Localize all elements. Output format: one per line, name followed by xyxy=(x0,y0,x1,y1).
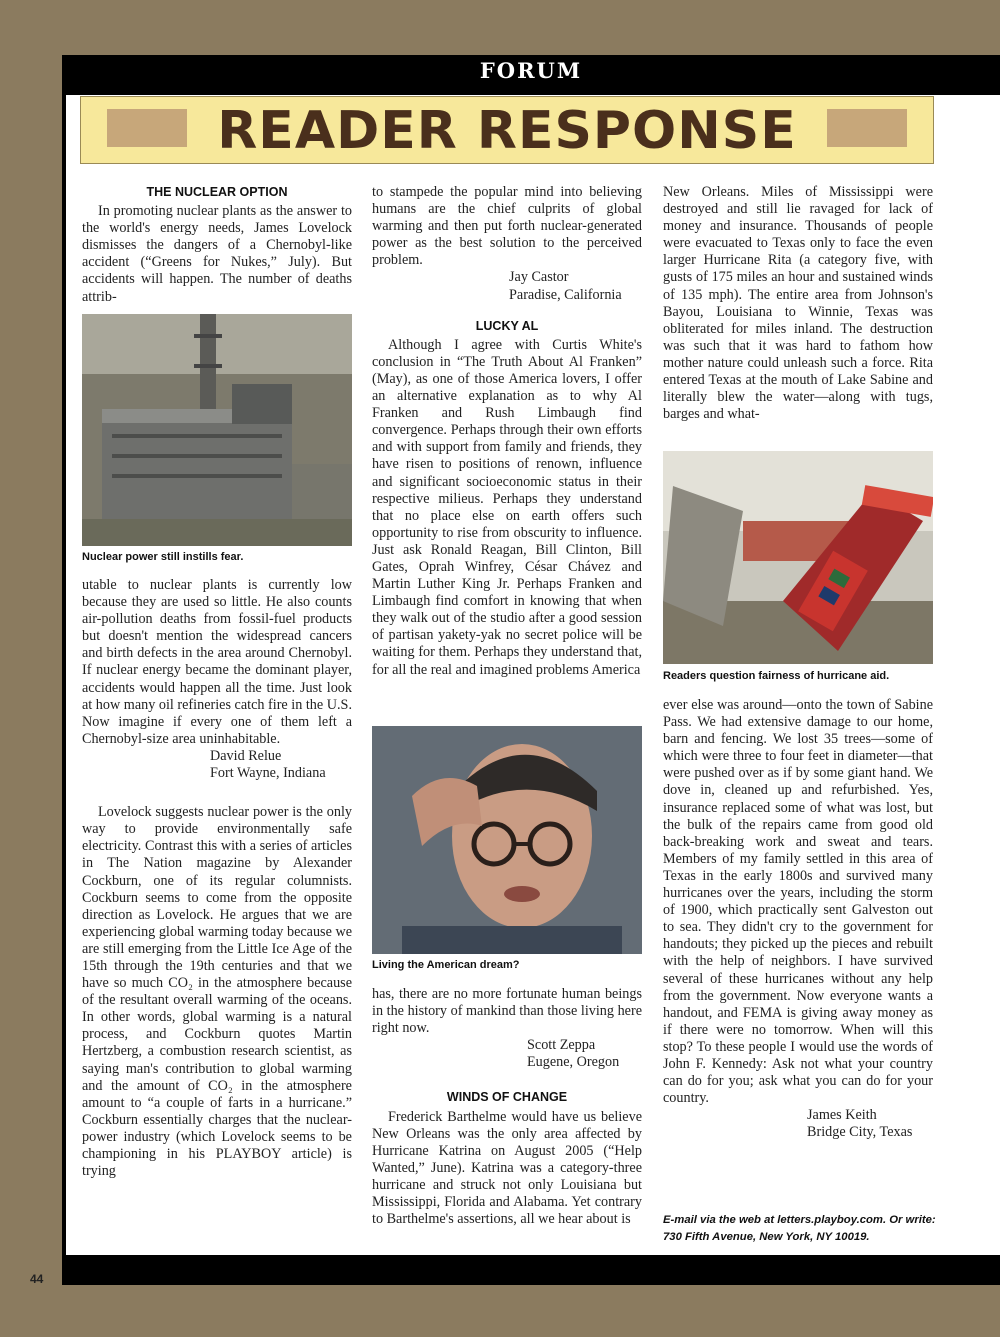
letter-text: has, there are no more fortunate human beings in the history of mankind than those living here right now. xyxy=(372,986,642,1037)
signature xyxy=(82,748,352,782)
signature-name: David Relue xyxy=(210,747,282,764)
photo-caption: Living the American dream? xyxy=(372,959,520,971)
letter-text: ever else was around—onto the town of Sabine Pass. We had extensive damage to our home, barn and fencing. We lost 35 trees—some of which were three to four feet in diameter—that were pushed over as if by some giant hand. We dove in, cleaned up and refurbished. Yes, insurance replaced some of what was lost, but the bulk of the repairs came from good old back-breaking work and sweat and tears. Members of my family settled in this area of Texas in the early 1800s and survived many hurricanes over the years, including the storm of 1900, which practically sent Galveston out to sea. They didn't cry to the government for handouts; they picked up the pieces and rebuilt with the help of neighbors. I have survived several of these hurricanes without any help from the government. Now everyone wants a handout, and FEMA is giving away money as if there were no tomorrow. When will this stop? To these people I would use the words of John F. Kennedy: Ask not what your country can do for you; ask what you can do for your country. xyxy=(663,697,933,1107)
signature-place: Paradise, California xyxy=(509,286,622,303)
letter-text: utable to nuclear plants is currently low because they are used so little. He also counts air-pollution deaths from fossil-fuel products but doesn't mention the widespread cancers and birth defects in the area around Chernobyl. If nuclear energy became the dominant player, accidents would happen all the time. Just look at how many oil refineries catch fire in the U.S. Now imagine if every one of them left a Chernobyl-size area uninhabitable. xyxy=(82,577,352,747)
column-2-continued xyxy=(372,986,642,1228)
heading-nuclear: THE NUCLEAR OPTION xyxy=(146,185,288,199)
signature-place: Bridge City, Texas xyxy=(807,1124,913,1141)
letter-text: New Orleans. Miles of Mississippi were destroyed and still lie ravaged for lack of money and insurance. Thousands of people were evacuated to Texas only to face the even larger Hurricane Rita (a category five, with gusts of 175 miles an hour and sustained winds of 135 mph). The entire area from Johnson's Bayou, Louisiana to Winnie, Texas was obliterated for miles inland. The destruction was such that it was hard to fathom how mother nature could unleash such a force. Rita entered Texas at the mouth of Lake Sabine and literally blew the water—along with tugs, barges and what- xyxy=(663,184,933,423)
column-3-continued xyxy=(663,697,933,1141)
chernobyl-photo xyxy=(82,314,352,546)
signature xyxy=(372,269,642,303)
photo-caption: Readers question fairness of hurricane aid. xyxy=(663,670,890,682)
letter-text: Frederick Barthelme would have us believe New Orleans was the only area affected by Hurricane Katrina on August 2005 (“Help Wanted,” June). Katrina was a category-three hurricane and struck not only Louisiana but Mississippi, Florida and Alabama. Yet contrary to Barthelme's assertions, all we hear about is xyxy=(372,1108,642,1228)
column-1 xyxy=(82,180,352,306)
signature xyxy=(663,1107,933,1141)
banner xyxy=(80,96,934,164)
letter-text: In promoting nuclear plants as the answer to the world's energy needs, James Lovelock dismisses the dangers of a Chernobyl-like accident (“Greens for Nukes,” July). But accidents will happen. The number of deaths attrib- xyxy=(82,203,352,305)
column-3 xyxy=(663,184,933,423)
banner-title: READER RESPONSE xyxy=(217,101,797,161)
signature xyxy=(372,1037,642,1071)
column-2 xyxy=(372,184,642,679)
letter-text: Lovelock suggests nuclear power is the only way to provide environmentally safe electricity. Contrast this with a series of articles in The Nation magazine by Alexander Cockburn, one of its regular columnists. Cockburn seems to come from the opposite direction as Lovelock. He argues that we are experiencing global warming today because we are still emerging from the Little Ice Age of the 15th through the 19th centuries and that we have so much CO₂ in the atmosphere because of the resultant overall warming of the oceans. In other words, global warming is a natural process, and Cockburn quotes Martin Hertzberg, a combustion research scientist, as saying man's contribution to global warming and the amount of CO₂ in the atmosphere amount to “a couple of farts in a hurricane.” Cockburn essentially charges that the nuclear-power industry (which Lovelock seems to be championing in his PLAYBOY article) is trying xyxy=(82,804,352,1180)
letter-text: Although I agree with Curtis White's conclusion in “The Truth About Al Franken” (May), as one of those America lovers, I offer an alternative explanation as to why Al Franken and Rush Limbaugh find convergence. Perhaps through their own efforts and with support from family and friends, they have risen to positions of renown, influence and significant socioeconomic status in their respective milieus. Perhaps they understand that no place else on earth offers such opportunity to rise from obscurity to influence. Just ask Ronald Reagan, Bill Clinton, Bill Gates, Oprah Winfrey, César Chávez and Martin Luther King Jr. Perhaps Franken and Limbaugh find comfort in knowing that when they walk out of the studio after a good session of partisan yakety-yak no secret police will be waiting for them. Perhaps they understand that, for all the real and imagined problems America xyxy=(372,336,642,678)
signature-name: Jay Castor xyxy=(509,269,569,286)
hurricane-photo xyxy=(663,451,933,664)
page-number: 44 xyxy=(30,1272,44,1286)
signature-place: Fort Wayne, Indiana xyxy=(210,765,326,782)
letter-text: to stampede the popular mind into believing humans are the chief culprits of global warming and then put forth nuclear-generated power as the best solution to the perceived problem. xyxy=(372,184,642,269)
contact-info: E-mail via the web at letters.playboy.com. Or write: 730 Fifth Avenue, New York, NY 10019. xyxy=(663,1214,936,1243)
heading-lucky-al: LUCKY AL xyxy=(475,318,539,333)
franken-photo xyxy=(372,726,642,954)
column-1-continued xyxy=(82,577,352,1180)
photo-caption: Nuclear power still instills fear. xyxy=(82,551,244,563)
signature-name: James Keith xyxy=(807,1107,877,1124)
heading-winds-of-change: WINDS OF CHANGE xyxy=(446,1090,568,1105)
section-label: FORUM xyxy=(479,58,583,83)
signature-name: Scott Zeppa xyxy=(527,1037,596,1054)
signature-place: Eugene, Oregon xyxy=(527,1054,620,1071)
